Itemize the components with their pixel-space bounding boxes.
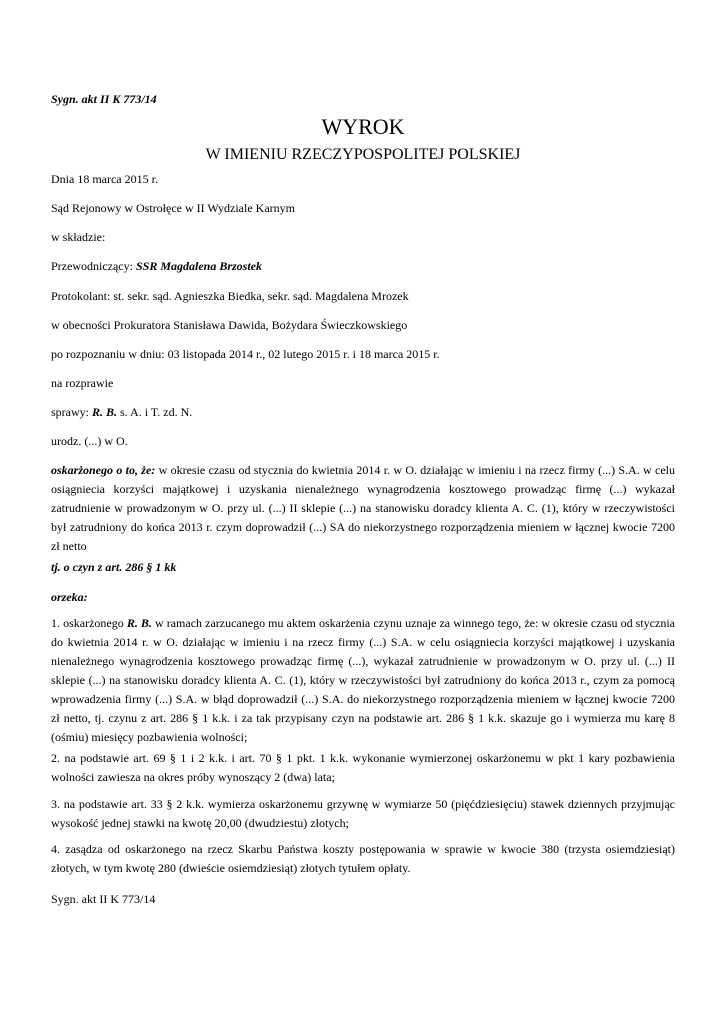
point1-name: R. B. [126, 616, 152, 630]
trial-line: na rozprawie [51, 376, 114, 390]
judgment-subtitle: W IMIENIU RZECZYPOSPOLITEJ POLSKIEJ [205, 146, 521, 163]
ruling-point-1 [51, 614, 675, 747]
legal-basis: tj. o czyn z art. 286 § 1 kk [51, 560, 177, 574]
ruling-point-3: 3. na podstawie art. 33 § 2 k.k. wymierza oskarżonemu grzywnę w wymiarze 50 (pięćdziesięciu) stawek dziennych przyjmując wysokość jednej stawki na kwotę 20,00 (dwudziestu) złotych; [51, 797, 675, 830]
ruling-point-4: 4. zasądza od oskarżonego na rzecz Skarbu Państwa koszty postępowania w sprawie w kwocie 380 (trzysta osiemdziesiąt) złotych, w tym kwotę 280 (dwieście osiemdziesiąt) złotych tytułem opłaty. [51, 842, 675, 875]
charge-label: oskarżonego o to, że: [51, 463, 156, 477]
clerk-line: Protokolant: st. sekr. sąd. Agnieszka Biedka, sekr. sąd. Magdalena Mrozek [51, 289, 409, 303]
hearing-dates-line: po rozpoznaniu w dniu: 03 listopada 2014 r., 02 lutego 2015 r. i 18 marca 2015 r. [51, 347, 440, 361]
birth-line: urodz. (...) w O. [51, 434, 128, 448]
charge-paragraph [51, 461, 675, 556]
case-number-bottom: Sygn. akt II K 773/14 [51, 892, 156, 906]
presiding-judge-line [51, 259, 262, 274]
composition-label: w składzie: [51, 230, 106, 244]
case-label: sprawy: [51, 405, 92, 419]
case-parties-line [51, 405, 192, 420]
point1-prefix: 1. oskarżonego [51, 616, 127, 630]
case-number-top: Sygn. akt II K 773/14 [51, 92, 157, 106]
defendant-name: R. B. [92, 405, 118, 419]
case-rest: s. A. i T. zd. N. [117, 405, 193, 419]
presiding-name: SSR Magdalena Brzostek [135, 259, 262, 273]
presiding-label: Przewodniczący: [51, 259, 136, 273]
court-line: Sąd Rejonowy w Ostrołęce w II Wydziale Karnym [51, 201, 295, 215]
point1-text: w ramach zarzucanego mu aktem oskarżenia czynu uznaje za winnego tego, że: w okresie czasu od stycznia do kwietnia 2014 r. w O. działając w imieniu i na rzecz firmy (...) S.A. w celu osiągniecia korzyści majątkowej i uzyskania nienależnego wynagrodzenia kosztowego prowadząc firmę (...), wykazał zatrudnienie w prowadzonym w O. przy ul. (...) II sklepie (...) na stanowisku doradcy klienta A. C. (1), który w rzeczywistości był zatrudniony do końca 2013 r., czym za pomocą wprowadzenia firmy (...) S.A. w błąd doprowadził (...) S.A. do niekorzystnego rozporządzenia mieniem w łącznej kwocie 7200 zł netto, tj. czynu z art. 286 § 1 k.k. i za tak przypisany czyn na podstawie art. 286 § 1 k.k. skazuje go i wymierza mu karę 8 (ośmiu) miesięcy pozbawienia wolności; [51, 616, 675, 744]
date-line: Dnia 18 marca 2015 r. [51, 172, 158, 186]
ruling-label: orzeka: [51, 590, 88, 604]
judgment-title: WYROK [321, 114, 405, 139]
prosecutor-line: w obecności Prokuratora Stanisława Dawida, Bożydara Świeczkowskiego [51, 318, 408, 332]
ruling-point-2: 2. na podstawie art. 69 § 1 i 2 k.k. i art. 70 § 1 pkt. 1 k.k. wykonanie wymierzonej oskarżonemu w pkt 1 kary pozbawienia wolności zawiesza na okres próby wynoszący 2 (dwa) lata; [51, 751, 675, 784]
charge-text: w okresie czasu od stycznia do kwietnia 2014 r. w O. działając w imieniu i na rzecz firmy (...) S.A. w celu osiągniecia korzyści majątkowej i uzyskania nienależnego wynagrodzenia kosztowego prowadząc firmę (...) wykazał zatrudnienie w prowadzonym w O. przy ul. (...) II sklepie (...) na stanowisku doradcy klienta A. C. (1), który w rzeczywistości był zatrudniony do końca 2013 r. czym doprowadził (...) SA do niekorzystnego rozporządzenia mieniem w łącznej kwocie 7200 zł netto [51, 463, 675, 553]
